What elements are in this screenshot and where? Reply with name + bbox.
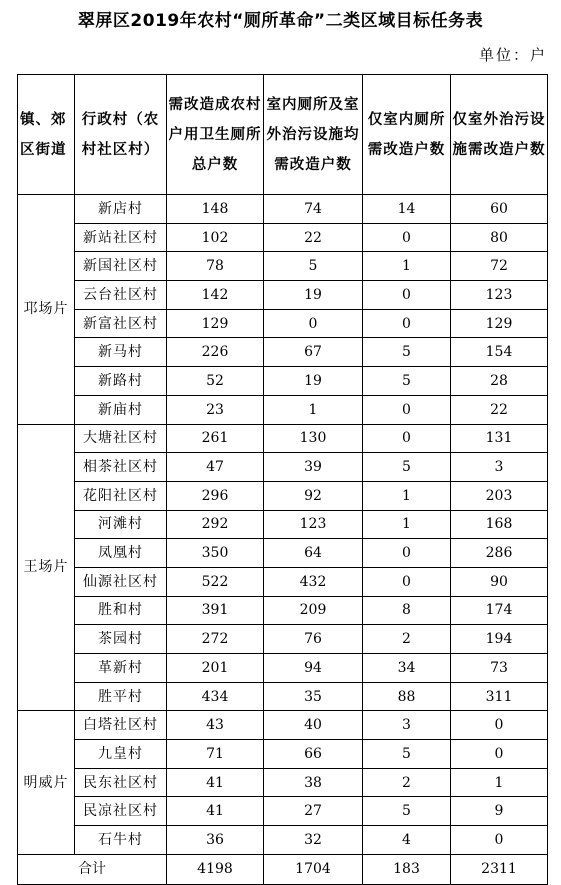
indoor-cell: 88 bbox=[363, 682, 451, 711]
total-cell: 296 bbox=[167, 481, 264, 510]
page-title: 翠屏区2019年农村“厕所革命”二类区域目标任务表 bbox=[77, 11, 484, 31]
table-row bbox=[18, 481, 548, 510]
both-cell: 22 bbox=[264, 223, 363, 252]
both-cell: 76 bbox=[264, 625, 363, 654]
village-cell: 相茶社区村 bbox=[75, 453, 167, 482]
total-cell: 41 bbox=[167, 768, 264, 797]
unit-label: 单位：户 bbox=[478, 46, 547, 64]
village-cell: 新站社区村 bbox=[75, 223, 167, 252]
total-cell: 261 bbox=[167, 424, 264, 453]
table-row bbox=[18, 654, 548, 683]
both-cell: 130 bbox=[264, 424, 363, 453]
both-cell: 64 bbox=[264, 539, 363, 568]
both-cell: 432 bbox=[264, 567, 363, 596]
village-cell: 石牛村 bbox=[75, 826, 167, 855]
indoor-cell: 5 bbox=[363, 740, 451, 769]
total-cell: 292 bbox=[167, 510, 264, 539]
village-cell: 新店村 bbox=[75, 195, 167, 224]
table-row bbox=[18, 797, 548, 826]
outdoor-cell: 60 bbox=[451, 195, 548, 224]
total-cell: 23 bbox=[167, 395, 264, 424]
indoor-cell: 5 bbox=[363, 367, 451, 396]
indoor-cell: 5 bbox=[363, 453, 451, 482]
table-row bbox=[18, 768, 548, 797]
village-cell: 革新村 bbox=[75, 654, 167, 683]
village-cell: 新国社区村 bbox=[75, 252, 167, 281]
outdoor-cell: 168 bbox=[451, 510, 548, 539]
table-row bbox=[18, 567, 548, 596]
table-row bbox=[18, 338, 548, 367]
village-cell: 新富社区村 bbox=[75, 309, 167, 338]
village-cell: 新马村 bbox=[75, 338, 167, 367]
outdoor-cell: 311 bbox=[451, 682, 548, 711]
village-cell: 胜平村 bbox=[75, 682, 167, 711]
both-cell: 35 bbox=[264, 682, 363, 711]
outdoor-cell: 194 bbox=[451, 625, 548, 654]
table-row bbox=[18, 309, 548, 338]
both-cell: 209 bbox=[264, 596, 363, 625]
table-row bbox=[18, 252, 548, 281]
outdoor-cell: 286 bbox=[451, 539, 548, 568]
total-cell: 522 bbox=[167, 567, 264, 596]
indoor-cell: 0 bbox=[363, 309, 451, 338]
total-cell: 226 bbox=[167, 338, 264, 367]
indoor-cell: 3 bbox=[363, 711, 451, 740]
outdoor-cell: 73 bbox=[451, 654, 548, 683]
total-cell: 350 bbox=[167, 539, 264, 568]
total-cell: 36 bbox=[167, 826, 264, 855]
outdoor-cell: 154 bbox=[451, 338, 548, 367]
both-cell: 5 bbox=[264, 252, 363, 281]
outdoor-cell: 174 bbox=[451, 596, 548, 625]
indoor-cell: 5 bbox=[363, 338, 451, 367]
outdoor-cell: 131 bbox=[451, 424, 548, 453]
total-cell: 71 bbox=[167, 740, 264, 769]
village-cell: 仙源社区村 bbox=[75, 567, 167, 596]
total-total: 4198 bbox=[167, 854, 264, 884]
village-cell: 胜和村 bbox=[75, 596, 167, 625]
total-cell: 52 bbox=[167, 367, 264, 396]
village-cell: 大塘社区村 bbox=[75, 424, 167, 453]
outdoor-cell: 203 bbox=[451, 481, 548, 510]
both-cell: 39 bbox=[264, 453, 363, 482]
both-cell: 1 bbox=[264, 395, 363, 424]
village-cell: 新路村 bbox=[75, 367, 167, 396]
outdoor-cell: 72 bbox=[451, 252, 548, 281]
region-cell: 王场片 bbox=[18, 424, 75, 711]
table-row bbox=[18, 682, 548, 711]
indoor-cell: 0 bbox=[363, 395, 451, 424]
indoor-cell: 0 bbox=[363, 223, 451, 252]
indoor-cell: 8 bbox=[363, 596, 451, 625]
both-cell: 27 bbox=[264, 797, 363, 826]
table-row bbox=[18, 195, 548, 224]
table-row bbox=[18, 367, 548, 396]
header-indoor: 仅室内厕所需改造户数 bbox=[363, 75, 451, 195]
table-row bbox=[18, 453, 548, 482]
total-cell: 272 bbox=[167, 625, 264, 654]
village-cell: 云台社区村 bbox=[75, 281, 167, 310]
village-cell: 白塔社区村 bbox=[75, 711, 167, 740]
table-row bbox=[18, 395, 548, 424]
table-row bbox=[18, 596, 548, 625]
total-cell: 391 bbox=[167, 596, 264, 625]
both-cell: 0 bbox=[264, 309, 363, 338]
header-both: 室内厕所及室外治污设施均需改造户数 bbox=[264, 75, 363, 195]
indoor-cell: 14 bbox=[363, 195, 451, 224]
village-cell: 花阳社区村 bbox=[75, 481, 167, 510]
village-cell: 茶园村 bbox=[75, 625, 167, 654]
total-cell: 148 bbox=[167, 195, 264, 224]
total-indoor: 183 bbox=[363, 854, 451, 884]
outdoor-cell: 0 bbox=[451, 826, 548, 855]
table-row bbox=[18, 711, 548, 740]
both-cell: 94 bbox=[264, 654, 363, 683]
village-cell: 民凉社区村 bbox=[75, 797, 167, 826]
header-region: 镇、郊区街道 bbox=[18, 75, 75, 195]
outdoor-cell: 0 bbox=[451, 711, 548, 740]
total-cell: 41 bbox=[167, 797, 264, 826]
table-body bbox=[18, 195, 548, 885]
both-cell: 38 bbox=[264, 768, 363, 797]
indoor-cell: 0 bbox=[363, 567, 451, 596]
table-row bbox=[18, 424, 548, 453]
table-row bbox=[18, 625, 548, 654]
indoor-cell: 0 bbox=[363, 281, 451, 310]
outdoor-cell: 28 bbox=[451, 367, 548, 396]
header-row bbox=[18, 75, 548, 195]
outdoor-cell: 0 bbox=[451, 740, 548, 769]
table-row bbox=[18, 281, 548, 310]
village-cell: 新庙村 bbox=[75, 395, 167, 424]
header-outdoor: 仅室外治污设施需改造户数 bbox=[451, 75, 548, 195]
total-cell: 142 bbox=[167, 281, 264, 310]
table-row bbox=[18, 223, 548, 252]
table-row bbox=[18, 539, 548, 568]
indoor-cell: 1 bbox=[363, 510, 451, 539]
total-label: 合计 bbox=[18, 854, 167, 884]
indoor-cell: 5 bbox=[363, 797, 451, 826]
header-total: 需改造成农村户用卫生厕所总户数 bbox=[167, 75, 264, 195]
total-row bbox=[18, 854, 548, 884]
village-cell: 九皇村 bbox=[75, 740, 167, 769]
table-row bbox=[18, 740, 548, 769]
outdoor-cell: 129 bbox=[451, 309, 548, 338]
total-cell: 47 bbox=[167, 453, 264, 482]
village-cell: 民东社区村 bbox=[75, 768, 167, 797]
both-cell: 74 bbox=[264, 195, 363, 224]
outdoor-cell: 3 bbox=[451, 453, 548, 482]
indoor-cell: 2 bbox=[363, 768, 451, 797]
total-outdoor: 2311 bbox=[451, 854, 548, 884]
header-village: 行政村（农村社区村） bbox=[75, 75, 167, 195]
total-cell: 201 bbox=[167, 654, 264, 683]
region-cell: 明威片 bbox=[18, 711, 75, 854]
outdoor-cell: 123 bbox=[451, 281, 548, 310]
both-cell: 123 bbox=[264, 510, 363, 539]
both-cell: 40 bbox=[264, 711, 363, 740]
indoor-cell: 1 bbox=[363, 252, 451, 281]
both-cell: 67 bbox=[264, 338, 363, 367]
outdoor-cell: 9 bbox=[451, 797, 548, 826]
indoor-cell: 0 bbox=[363, 539, 451, 568]
total-cell: 129 bbox=[167, 309, 264, 338]
total-cell: 434 bbox=[167, 682, 264, 711]
village-cell: 凤凰村 bbox=[75, 539, 167, 568]
outdoor-cell: 1 bbox=[451, 768, 548, 797]
indoor-cell: 1 bbox=[363, 481, 451, 510]
both-cell: 19 bbox=[264, 281, 363, 310]
indoor-cell: 2 bbox=[363, 625, 451, 654]
outdoor-cell: 22 bbox=[451, 395, 548, 424]
outdoor-cell: 80 bbox=[451, 223, 548, 252]
indoor-cell: 0 bbox=[363, 424, 451, 453]
both-cell: 92 bbox=[264, 481, 363, 510]
total-cell: 102 bbox=[167, 223, 264, 252]
indoor-cell: 34 bbox=[363, 654, 451, 683]
both-cell: 19 bbox=[264, 367, 363, 396]
both-cell: 32 bbox=[264, 826, 363, 855]
total-both: 1704 bbox=[264, 854, 363, 884]
both-cell: 66 bbox=[264, 740, 363, 769]
total-cell: 43 bbox=[167, 711, 264, 740]
outdoor-cell: 90 bbox=[451, 567, 548, 596]
region-cell: 邛场片 bbox=[18, 195, 75, 425]
table-row bbox=[18, 510, 548, 539]
task-table bbox=[17, 74, 548, 885]
indoor-cell: 4 bbox=[363, 826, 451, 855]
table-row bbox=[18, 826, 548, 855]
total-cell: 78 bbox=[167, 252, 264, 281]
village-cell: 河滩村 bbox=[75, 510, 167, 539]
